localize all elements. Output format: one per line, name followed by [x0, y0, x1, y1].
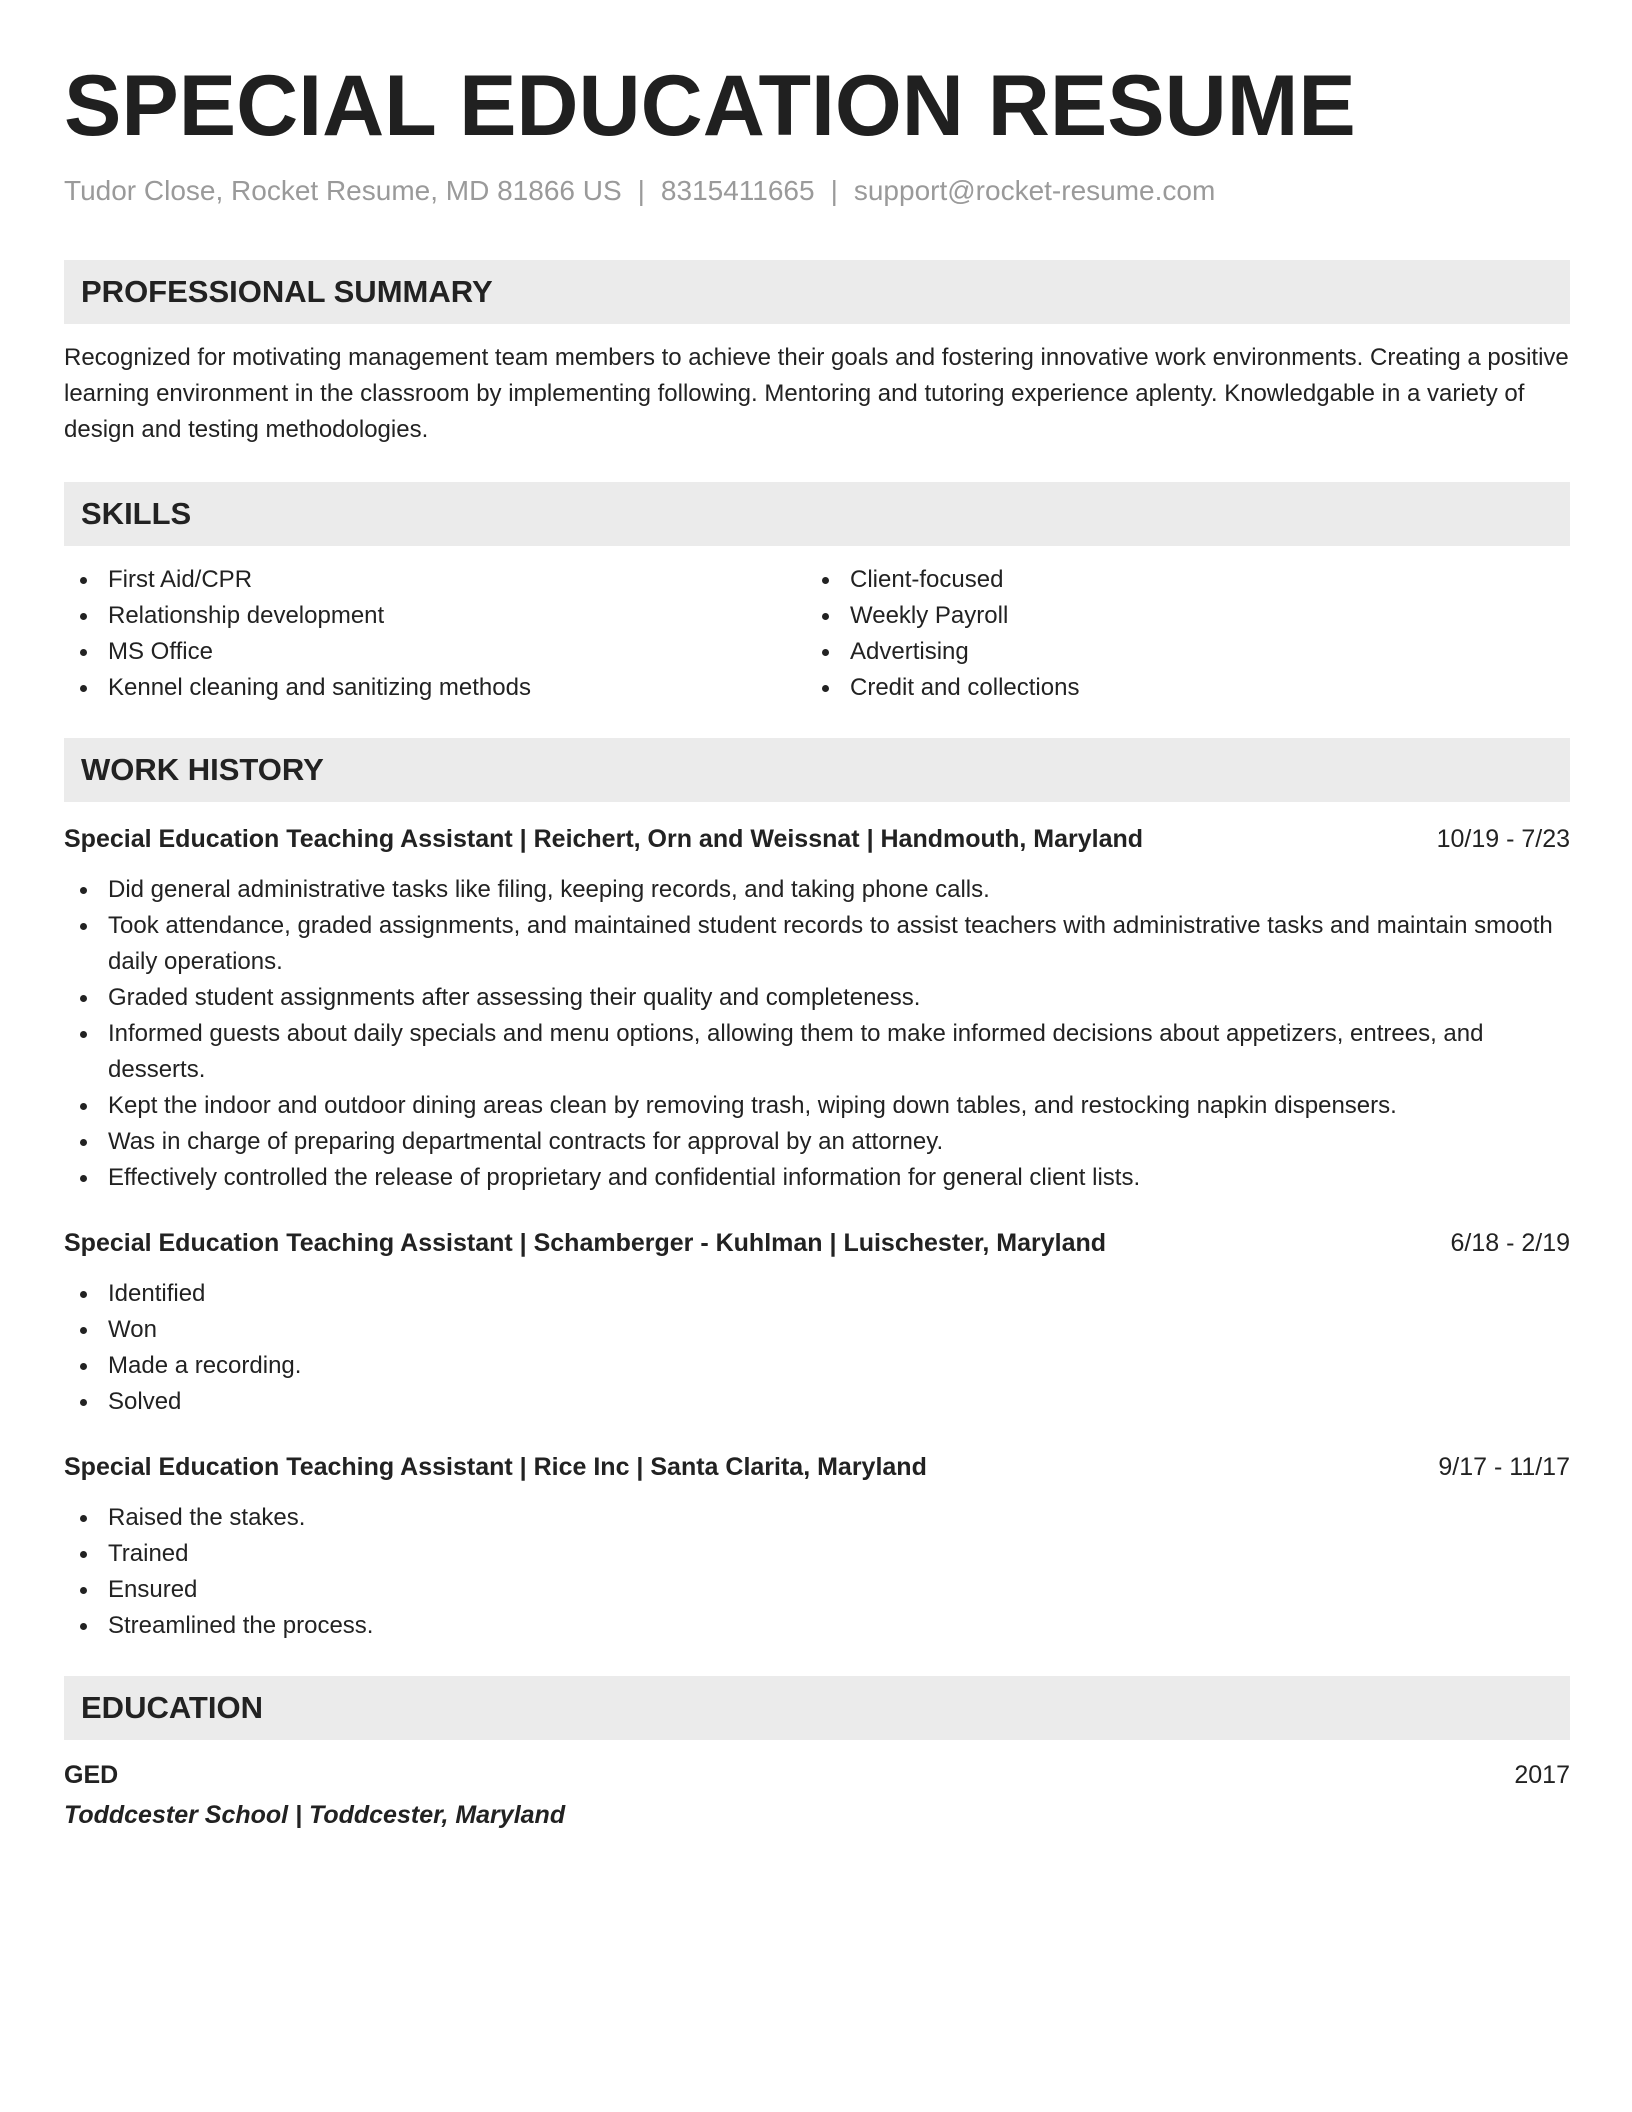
job-bullet: Informed guests about daily specials and menu options, allowing them to make informed decisions about appetizers, entrees, and desserts. — [64, 1016, 1570, 1088]
section-heading-work-history: WORK HISTORY — [64, 738, 1570, 802]
job-bullet: Kept the indoor and outdoor dining areas clean by removing trash, wiping down tables, and restocking napkin dispensers. — [64, 1088, 1570, 1124]
job-bullet: Took attendance, graded assignments, and maintained student records to assist teachers with administrative tasks and maintain smooth daily operations. — [64, 908, 1570, 980]
skill-item: Relationship development — [64, 598, 806, 634]
resume-page — [64, 0, 1570, 1832]
job-bullet: Effectively controlled the release of proprietary and confidential information for general client lists. — [64, 1160, 1570, 1196]
section-heading-skills: SKILLS — [64, 482, 1570, 546]
job-bullet: Raised the stakes. — [64, 1500, 1570, 1536]
contact-separator: | — [637, 175, 645, 206]
contact-address: Tudor Close, Rocket Resume, MD 81866 US — [64, 175, 622, 206]
job-title: Special Education Teaching Assistant | Reichert, Orn and Weissnat | Handmouth, Maryland — [64, 825, 1144, 853]
education-degree: GED — [64, 1761, 119, 1789]
job-title: Special Education Teaching Assistant | Schamberger - Kuhlman | Luischester, Maryland — [64, 1229, 1107, 1257]
job-bullet: Trained — [64, 1536, 1570, 1572]
job-bullet: Ensured — [64, 1572, 1570, 1608]
skills-list — [64, 562, 1570, 706]
job-bullets — [64, 1500, 1570, 1644]
resume-title: SPECIAL EDUCATION RESUME — [64, 58, 1356, 154]
job-header — [64, 1450, 1570, 1484]
summary-text: Recognized for motivating management team members to achieve their goals and fostering innovative work environments. Creating a positive learning environment in the classroom by implementing following. Mentoring and tutoring experience aplenty. Knowledgable in a variety of design and testing methodologies. — [64, 344, 1569, 443]
skill-item: Kennel cleaning and sanitizing methods — [64, 670, 806, 706]
job-bullet: Made a recording. — [64, 1348, 1570, 1384]
job-bullet: Did general administrative tasks like filing, keeping records, and taking phone calls. — [64, 872, 1570, 908]
skill-item: Advertising — [806, 634, 1548, 670]
job-bullets — [64, 1276, 1570, 1420]
education-year: 2017 — [1514, 1761, 1570, 1789]
skills-column-right — [806, 562, 1548, 706]
job-title: Special Education Teaching Assistant | Rice Inc | Santa Clarita, Maryland — [64, 1453, 927, 1481]
job-bullet: Was in charge of preparing departmental contracts for approval by an attorney. — [64, 1124, 1570, 1160]
job-bullets — [64, 872, 1570, 1196]
job-header — [64, 822, 1570, 856]
job-dates: 9/17 - 11/17 — [1438, 1453, 1570, 1481]
skill-item: First Aid/CPR — [64, 562, 806, 598]
contact-separator: | — [830, 175, 838, 206]
job-bullet: Streamlined the process. — [64, 1608, 1570, 1644]
job-entry — [64, 1450, 1570, 1644]
skill-item: Client-focused — [806, 562, 1548, 598]
job-entry — [64, 822, 1570, 1196]
contact-line — [64, 174, 1570, 208]
job-bullet: Solved — [64, 1384, 1570, 1420]
skill-item: Weekly Payroll — [806, 598, 1548, 634]
section-heading-education: EDUCATION — [64, 1676, 1570, 1740]
contact-phone: 8315411665 — [660, 175, 815, 206]
job-dates: 6/18 - 2/19 — [1450, 1229, 1570, 1257]
education-entry — [64, 1758, 1570, 1792]
skill-item: Credit and collections — [806, 670, 1548, 706]
skills-column-left — [64, 562, 806, 706]
contact-email: support@rocket-resume.com — [853, 175, 1216, 206]
job-bullet: Graded student assignments after assessing their quality and completeness. — [64, 980, 1570, 1016]
job-bullet: Identified — [64, 1276, 1570, 1312]
education-school: Toddcester School | Toddcester, Maryland — [64, 1801, 566, 1829]
job-dates: 10/19 - 7/23 — [1436, 825, 1570, 853]
job-header — [64, 1226, 1570, 1260]
skill-item: MS Office — [64, 634, 806, 670]
job-entry — [64, 1226, 1570, 1420]
job-bullet: Won — [64, 1312, 1570, 1348]
section-heading-summary: PROFESSIONAL SUMMARY — [64, 260, 1570, 324]
